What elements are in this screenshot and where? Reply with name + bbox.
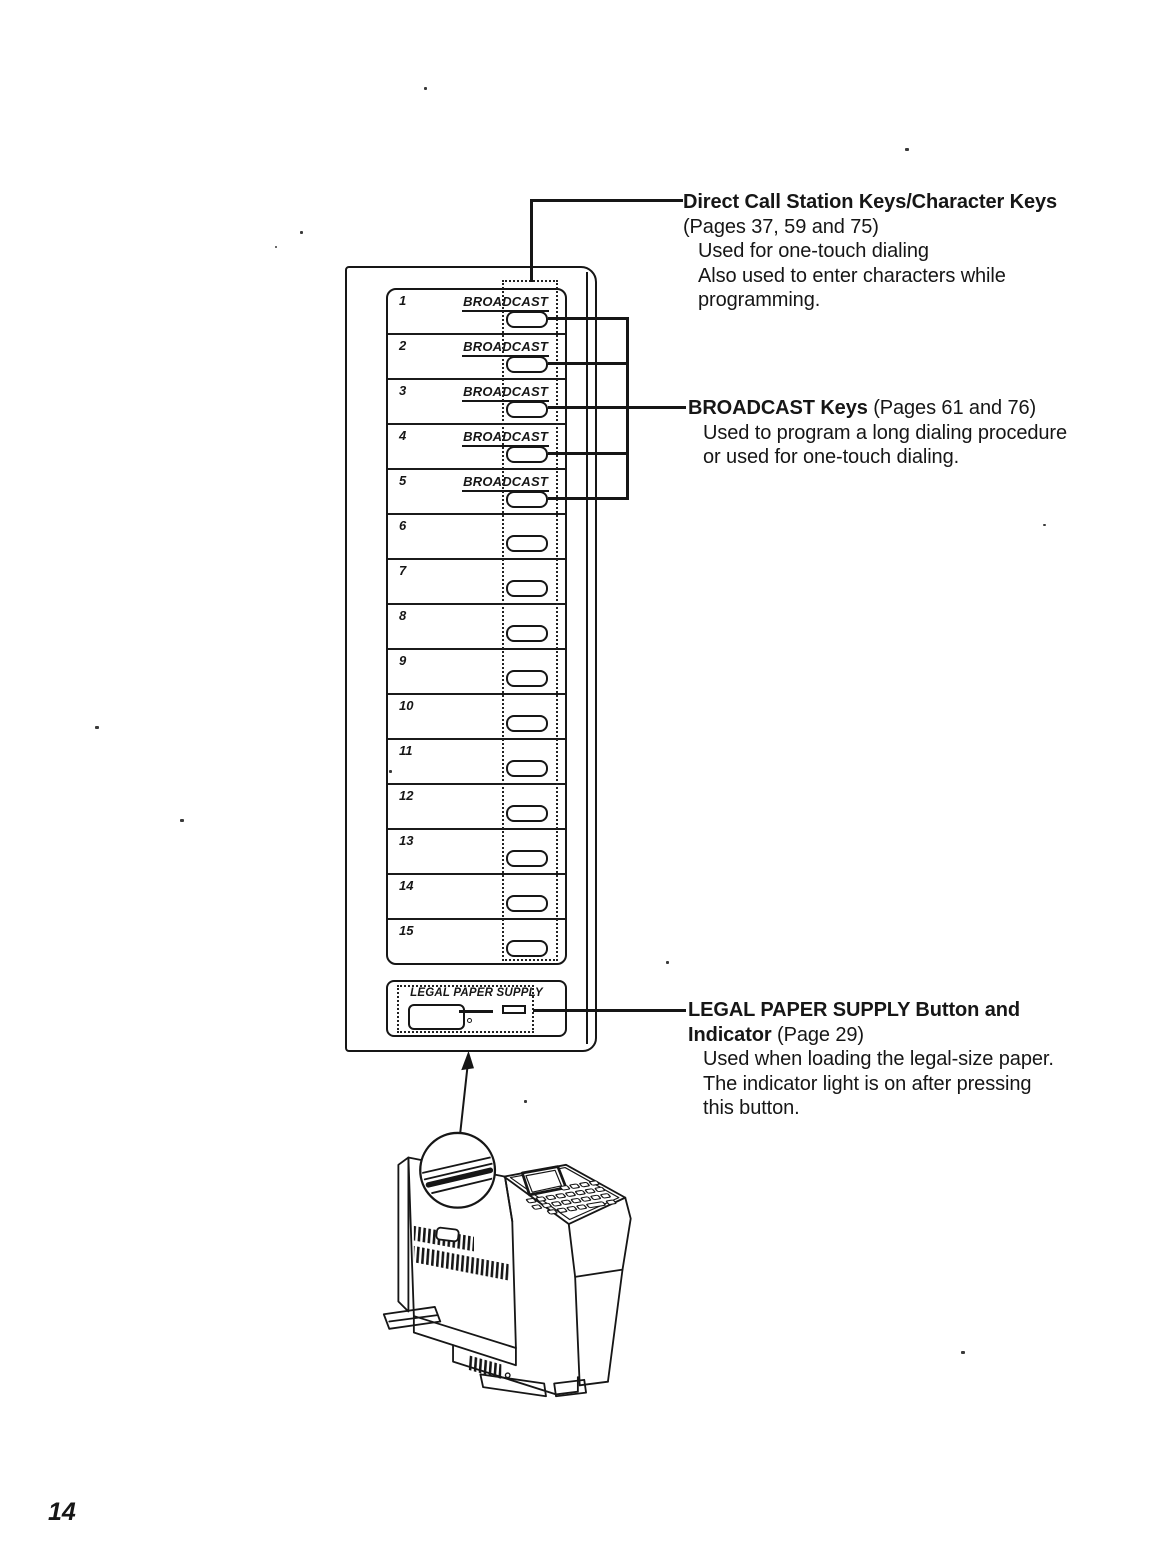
legal-panel-pointer-line — [459, 1010, 493, 1013]
annotation-title-bold: Indicator — [688, 1023, 772, 1046]
broadcast-label: BROADCAST — [462, 339, 549, 357]
legal-paper-supply-indicator — [502, 1005, 526, 1014]
annotation-body-line: Used to program a long dialing procedure — [703, 421, 1067, 444]
scan-speck — [95, 726, 99, 729]
row-number-label: 5 — [399, 473, 407, 488]
annotation-page-refs: (Pages 37, 59 and 75) — [683, 215, 879, 238]
annotation-legal-paper-supply — [688, 998, 1148, 1121]
scan-speck — [1043, 524, 1046, 526]
annotation-title: BROADCAST Keys — [688, 397, 868, 419]
fax-machine-illustration — [350, 1040, 680, 1450]
callout-line-broadcast-4 — [548, 452, 628, 455]
row-number-label: 7 — [399, 563, 407, 578]
legal-paper-supply-button — [408, 1004, 465, 1030]
scan-speck — [524, 1100, 527, 1103]
row-number-label: 6 — [399, 518, 407, 533]
scan-speck — [961, 1351, 965, 1354]
callout-line-direct-call-vertical — [530, 199, 533, 282]
row-number-label: 4 — [399, 428, 407, 443]
row-number-label: 12 — [399, 788, 414, 803]
row-number-label: 13 — [399, 833, 414, 848]
callout-line-broadcast-3 — [548, 406, 686, 409]
annotation-title-line — [688, 396, 1148, 421]
row-number-label: 8 — [399, 608, 407, 623]
broadcast-label: BROADCAST — [462, 429, 549, 447]
legal-panel-title: LEGAL PAPER SUPPLY — [410, 987, 543, 999]
broadcast-label: BROADCAST — [462, 474, 549, 492]
annotation-title: LEGAL PAPER SUPPLY Button and — [688, 999, 1020, 1021]
row-number-label: 15 — [399, 923, 414, 938]
annotation-body-line: programming. — [698, 289, 821, 311]
annotation-body — [703, 1047, 1148, 1121]
callout-line-legal-paper — [533, 1009, 686, 1012]
row-number-label: 1 — [399, 293, 407, 308]
annotation-body-line: this button. — [703, 1097, 800, 1119]
annotation-body-line: The indicator light is on after pressing — [703, 1072, 1032, 1095]
annotation-broadcast-keys — [688, 396, 1148, 470]
callout-line-broadcast-5 — [548, 497, 628, 500]
annotation-body — [698, 239, 1148, 313]
direct-call-keys-dotted-outline — [502, 280, 558, 961]
scan-speck — [424, 87, 427, 90]
annotation-body-line: Used for one-touch dialing — [698, 240, 929, 262]
annotation-body-line: Also used to enter characters while — [698, 264, 1006, 287]
panel-folded-edge-line — [586, 272, 588, 1044]
row-number-label: 14 — [399, 878, 414, 893]
leader-line — [460, 1066, 467, 1133]
scan-speck — [275, 246, 277, 248]
callout-bracket-broadcast — [626, 317, 629, 500]
row-number-label: 9 — [399, 653, 407, 668]
broadcast-label: BROADCAST — [462, 384, 549, 402]
annotation-page-refs: (Page 29) — [771, 1023, 864, 1046]
broadcast-label: BROADCAST — [462, 294, 549, 312]
annotation-page-refs: (Pages 61 and 76) — [867, 397, 1037, 419]
legal-panel-small-circle — [467, 1018, 472, 1023]
callout-line-broadcast-2 — [548, 362, 628, 365]
scan-speck — [666, 961, 669, 964]
page-number: 14 — [48, 1498, 76, 1526]
callout-line-broadcast-1 — [548, 317, 628, 320]
scan-speck — [300, 231, 303, 234]
row-number-label: 2 — [399, 338, 407, 353]
annotation-body-line: or used for one-touch dialing. — [703, 446, 960, 468]
row-number-label: 11 — [399, 743, 413, 758]
callout-line-direct-call — [530, 199, 683, 202]
scan-speck — [389, 770, 392, 773]
arrow-up-icon — [461, 1051, 474, 1070]
scan-speck — [905, 148, 909, 151]
row-number-label: 10 — [399, 698, 414, 713]
annotation-body-line: Used when loading the legal-size paper. — [703, 1048, 1054, 1070]
scan-speck — [180, 819, 184, 822]
annotation-title: Direct Call Station Keys/Character Keys — [683, 191, 1058, 213]
row-number-label: 3 — [399, 383, 407, 398]
annotation-body — [703, 421, 1148, 470]
annotation-title-line — [688, 1023, 1148, 1048]
annotation-direct-call-keys — [683, 190, 1148, 313]
